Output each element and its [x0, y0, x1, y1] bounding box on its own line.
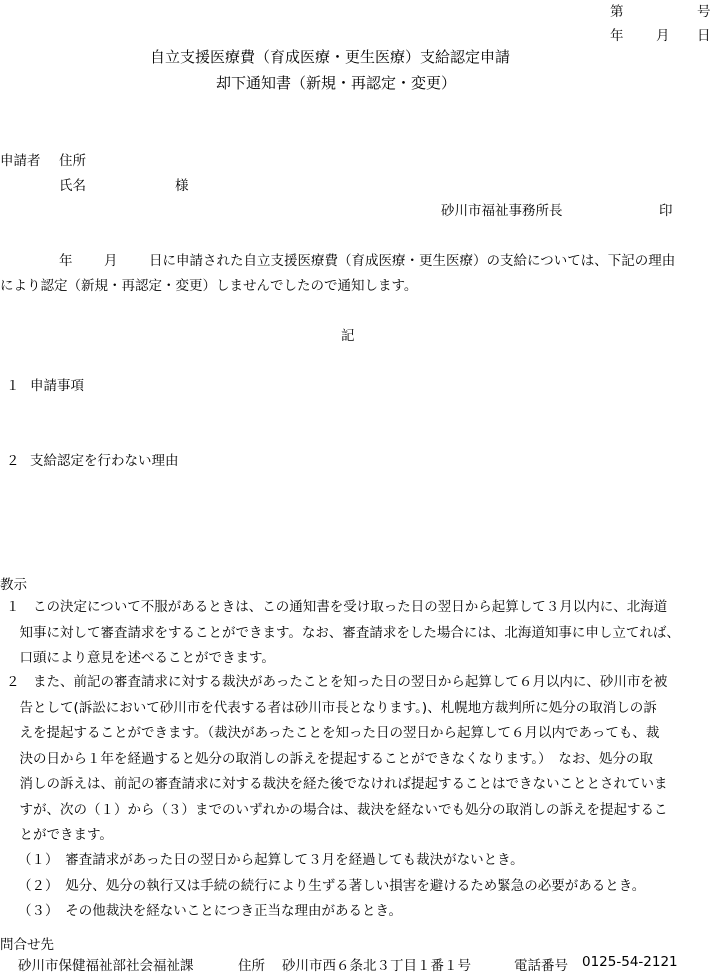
- kyouji-item1: [6, 595, 711, 672]
- section2-number: ２: [6, 453, 20, 469]
- sender-seal: 印: [659, 203, 673, 219]
- section1-label: 申請事項: [30, 378, 84, 394]
- contact-address-label: 住所: [238, 958, 265, 974]
- kyouji-item2-line: 消しの訴えは、前記の審査請求に対する裁決を経た後でなければ提起することはできないこととされていま: [6, 776, 668, 792]
- applicant-name-label: 氏名: [59, 178, 86, 194]
- kyouji-item2: [6, 670, 711, 849]
- kyouji-item1-line: １ この決定について不服があるときは、この通知書を受け取った日の翌日から起算して３月以内に、北海道: [6, 599, 668, 615]
- body-date-month: 月: [104, 253, 118, 269]
- kyouji-item2-line: 告として(訴訟において砂川市を代表する者は砂川市長となります。)、札幌地方裁判所に処分の取消しの訴: [6, 699, 657, 716]
- contact-address: 砂川市西６条北３丁目１番１号: [282, 958, 471, 974]
- kyouji-item2-line: とができます。: [6, 827, 113, 843]
- ki-heading: 記: [341, 328, 355, 344]
- doc-number-go: 号: [697, 4, 711, 20]
- title-line1: 自立支援医療費（育成医療・更生医療）支給認定申請: [150, 48, 511, 66]
- doc-date-year: 年: [610, 28, 624, 44]
- kyouji-sub-item: （１） 審査請求があった日の翌日から起算して３月を経過しても裁決がないとき。: [18, 852, 524, 868]
- kyouji-sub-item: （２） 処分、処分の執行又は手続の続行により生ずる著しい損害を避けるため緊急の必要があるとき。: [18, 877, 646, 894]
- doc-date-day: 日: [697, 28, 711, 44]
- kyouji-item2-line: えを提起することができます。（裁決があったことを知った日の翌日から起算して６月以内であっても、裁: [6, 725, 660, 741]
- doc-number-dai: 第: [610, 4, 624, 20]
- contact-department: 砂川市保健福祉部社会福祉課: [18, 958, 194, 974]
- applicant-honorific: 様: [175, 178, 189, 194]
- contact-phone-label: 電話番号: [514, 958, 568, 974]
- section1-number: １: [6, 378, 20, 394]
- body-date-year: 年: [59, 253, 73, 269]
- kyouji-sub-items: [18, 848, 711, 925]
- applicant-address-label: 住所: [59, 153, 86, 169]
- doc-date-month: 月: [656, 28, 670, 44]
- kyouji-heading: 教示: [0, 577, 27, 593]
- kyouji-sub-item: （３） その他裁決を経ないことにつき正当な理由があるとき。: [18, 903, 402, 919]
- body-text-line1: 日に申請された自立支援医療費（育成医療・更生医療）の支給については、下記の理由: [149, 253, 676, 269]
- kyouji-item1-line: 知事に対して審査請求をすることができます。なお、審査請求をした場合には、北海道知事に申し立てれば、: [6, 624, 680, 641]
- body-text-line2: により認定（新規・再認定・変更）しませんでしたので通知します。: [0, 278, 418, 294]
- section2-label: 支給認定を行わない理由: [30, 453, 179, 469]
- applicant-label: 申請者: [0, 153, 41, 169]
- kyouji-item2-line: すが、次の（１）から（３）までのいずれかの場合は、裁決を経ないでも処分の取消しの訴えを提起するこ: [6, 801, 668, 818]
- sender-name: 砂川市福祉事務所長: [441, 203, 563, 219]
- title-line2: 却下通知書（新規・再認定・変更）: [216, 74, 457, 92]
- contact-phone: 0125-54-2121: [582, 954, 678, 970]
- kyouji-item2-line: 決の日から１年を経過すると処分の取消しの訴えを提起することができなくなります。） なお、処分の取: [6, 750, 653, 767]
- kyouji-item2-line: ２ また、前記の審査請求に対する裁決があったことを知った日の翌日から起算して６月以内に、砂川市を被: [6, 674, 668, 690]
- contact-heading: 問合せ先: [0, 937, 54, 953]
- kyouji-item1-line: 口頭により意見を述べることができます。: [6, 650, 275, 666]
